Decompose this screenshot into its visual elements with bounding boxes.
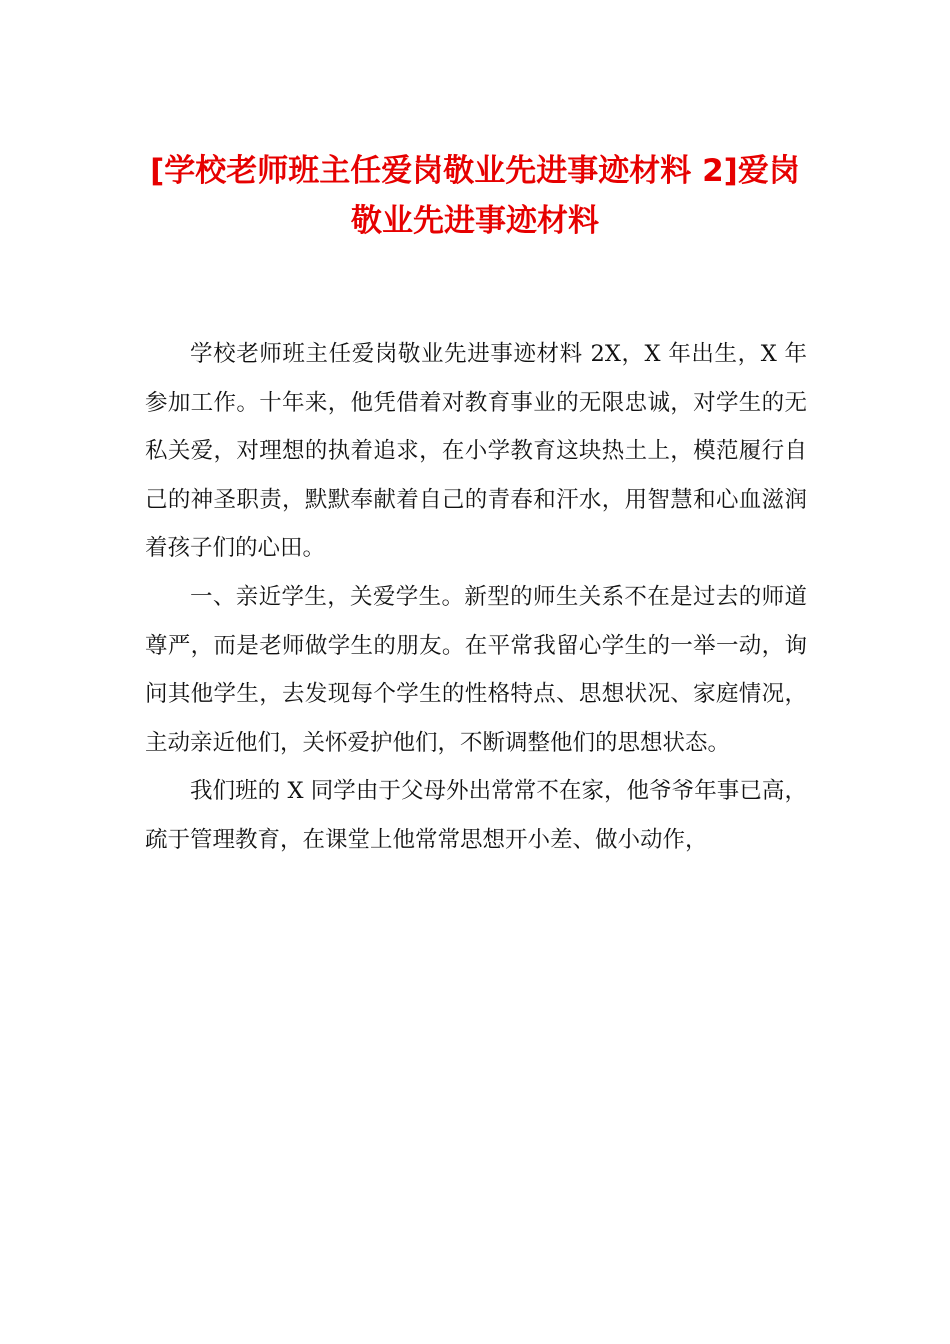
paragraph-example: 我们班的 X 同学由于父母外出常常不在家，他爷爷年事已高，疏于管理教育，在课堂上他常常思想开小差、做小动作，: [145, 778, 807, 853]
document-body: [145, 330, 807, 865]
paragraph-intro: 学校老师班主任爱岗敬业先进事迹材料 2X，X 年出生，X 年参加工作。十年来，他凭借着对教育事业的无限忠诚，对学生的无私关爱，对理想的执着追求，在小学教育这块热土上，模范履行自己的神圣职责，默默奉献着自己的青春和汗水，用智慧和心血滋润着孩子们的心田。: [145, 341, 807, 562]
paragraph-section-one: 一、亲近学生，关爱学生。新型的师生关系不在是过去的师道尊严，而是老师做学生的朋友。在平常我留心学生的一举一动，询问其他学生，去发现每个学生的性格特点、思想状况、家庭情况，主动亲近他们，关怀爱护他们，不断调整他们的思想状态。: [145, 583, 807, 756]
document-title: [学校老师班主任爱岗敬业先进事迹材料 2]爱岗敬业先进事迹材料: [150, 153, 800, 239]
